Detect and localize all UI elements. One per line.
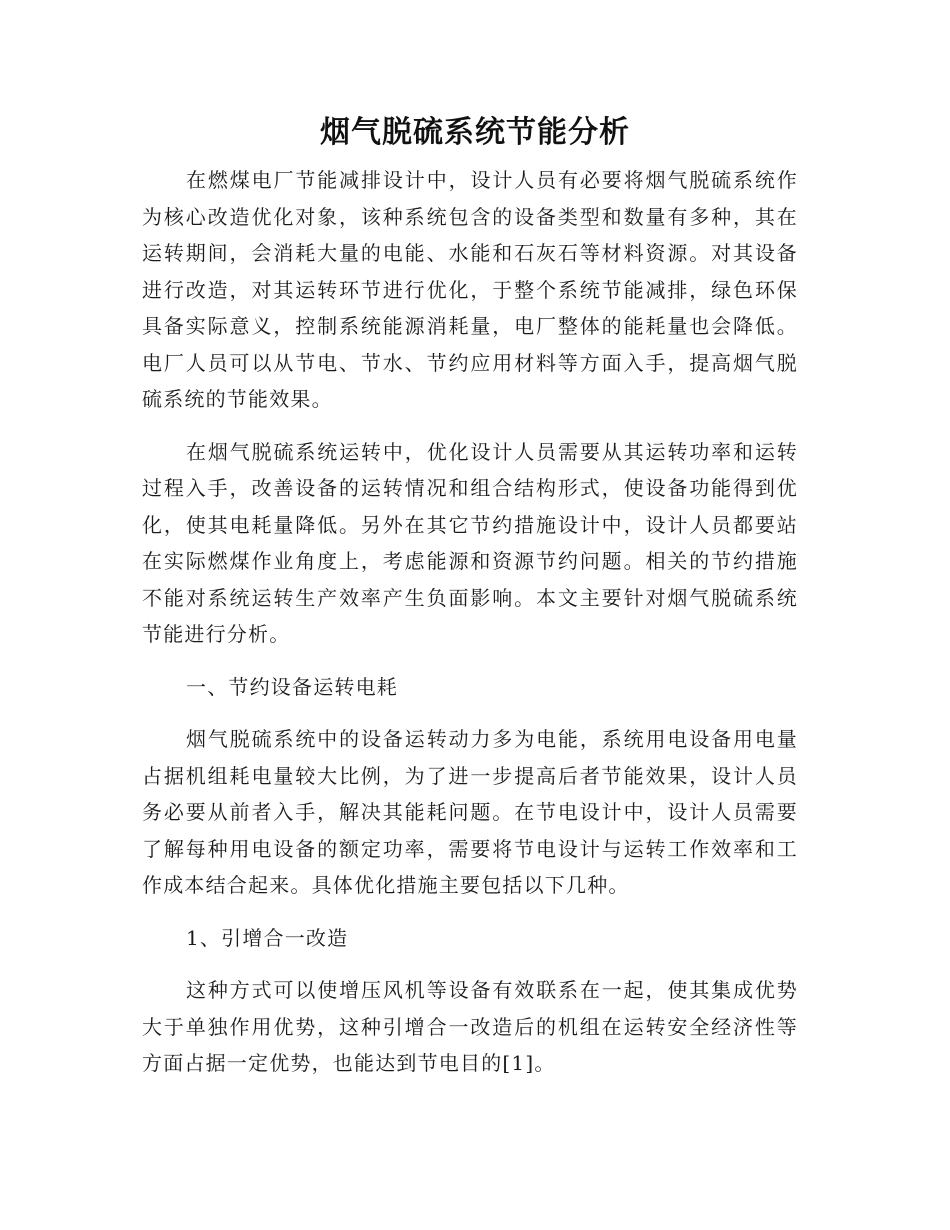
document-title: 烟气脱硫系统节能分析 xyxy=(320,115,630,150)
subsection-heading-1: 1、引增合一改造 xyxy=(186,925,349,950)
section-1-paragraph: 烟气脱硫系统中的设备运转动力多为电能，系统用电设备用电量占据机组耗电量较大比例，为了进一步提高后者节能效果，设计人员务必要从前者入手，解决其能耗问题。在节电设计中，设计人员需要了解每种用电设备的额定功率，需要将节电设计与运转工作效率和工作成本结合起来。具体优化措施主要包括以下几种。 xyxy=(142,727,798,897)
overview-paragraph: 在烟气脱硫系统运转中，优化设计人员需要从其运转功率和运转过程入手，改善设备的运转情况和组合结构形式，使设备功能得到优化，使其电耗量降低。另外在其它节约措施设计中，设计人员都要站在实际燃煤作业角度上，考虑能源和资源节约问题。相关的节约措施不能对系统运转生产效率产生负面影响。本文主要针对烟气脱硫系统节能进行分析。 xyxy=(142,439,798,646)
document-body xyxy=(142,162,798,1098)
section-heading-1: 一、节约设备运转电耗 xyxy=(186,674,398,699)
intro-paragraph: 在燃煤电厂节能减排设计中，设计人员有必要将烟气脱硫系统作为核心改造优化对象，该种系统包含的设备类型和数量有多种，其在运转期间，会消耗大量的电能、水能和石灰石等材料资源。对其设备进行改造，对其运转环节进行优化，于整个系统节能减排，绿色环保具备实际意义，控制系统能源消耗量，电厂整体的能耗量也会降低。电厂人员可以从节电、节水、节约应用材料等方面入手，提高烟气脱硫系统的节能效果。 xyxy=(142,168,798,411)
subsection-1-paragraph: 这种方式可以使增压风机等设备有效联系在一起，使其集成优势大于单独作用优势，这种引增合一改造后的机组在运转安全经济性等方面占据一定优势，也能达到节电目的[1]。 xyxy=(142,978,798,1075)
